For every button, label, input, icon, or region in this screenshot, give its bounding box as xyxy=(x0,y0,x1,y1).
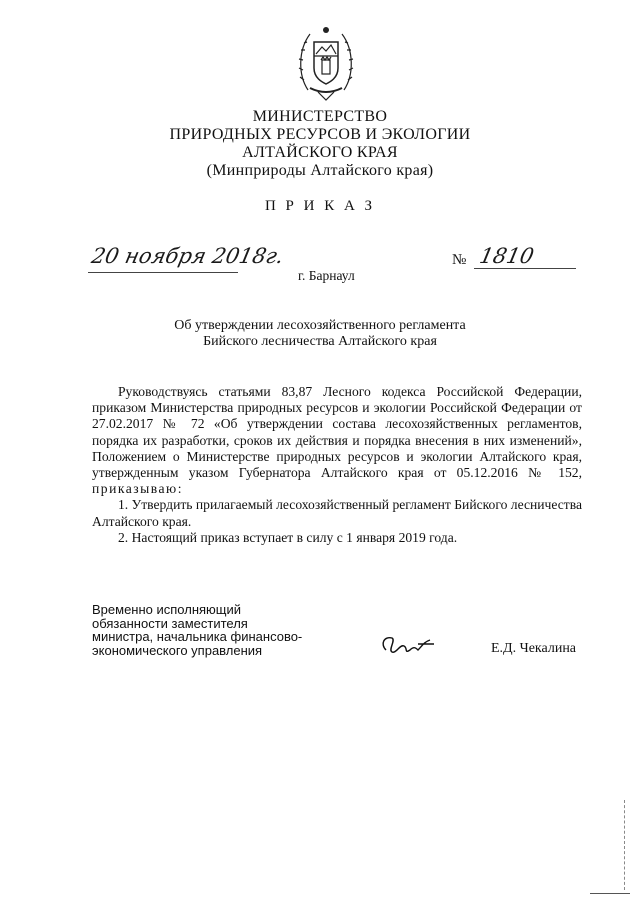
signatory-line3: министра, начальника финансово- xyxy=(92,629,303,644)
coat-of-arms-emblem xyxy=(298,20,354,104)
number-underline xyxy=(474,268,576,269)
handwritten-number: 1810 xyxy=(477,244,537,268)
intro-paragraph xyxy=(92,384,582,497)
intro-text: Руководствуясь статьями 83,87 Лесного кодекса Российской Федерации, приказом Министерства природных ресурсов и экологии Российской Федерации от 27.02.2017 № 72 «Об утверждении состава лесохозяйственных регламентов, порядка их разработки, сроков их действия и порядка внесения в них изменений», Положением о Министерстве природных ресурсов и экологии Алтайского края, утвержденным указом Губернатора Алтайского края от 05.12.2016 № 152, xyxy=(92,384,582,481)
ministry-title-line1: МИНИСТЕРСТВО xyxy=(252,108,388,125)
number-label: № xyxy=(452,252,467,268)
date-underline xyxy=(88,272,238,273)
subject-line2: Бийского лесничества Алтайского края xyxy=(203,334,437,349)
prikazyvayu-word: приказываю: xyxy=(92,481,183,497)
signatory-position xyxy=(92,603,302,657)
city: г. Барнаул xyxy=(298,268,355,283)
scan-bottom-mark xyxy=(590,893,630,894)
handwritten-date: 20 ноября 2018г. xyxy=(89,244,286,268)
ministry-title-line4: (Минприроды Алтайского края) xyxy=(206,162,434,179)
order-item-2: 2. Настоящий приказ вступает в силу с 1 января 2019 года. xyxy=(118,529,458,545)
ministry-title-line3: АЛТАЙСКОГО КРАЯ xyxy=(242,144,398,161)
signatory-line4: экономического управления xyxy=(92,642,263,658)
signatory-name: Е.Д. Чекалина xyxy=(491,641,577,656)
signatory-line2: обязанности заместителя xyxy=(92,615,248,631)
signatory-line1: Временно исполняющий xyxy=(92,602,242,617)
order-item-1: 1. Утвердить прилагаемый лесохозяйственный регламент Бийского лесничества Алтайского края. xyxy=(92,497,582,529)
scan-margin-mark xyxy=(624,800,626,890)
handwritten-signature xyxy=(378,634,438,663)
document-type: П Р И К А З xyxy=(264,198,376,214)
subject-line1: Об утверждении лесохозяйственного регламента xyxy=(174,318,466,333)
ministry-title-line2: ПРИРОДНЫХ РЕСУРСОВ И ЭКОЛОГИИ xyxy=(169,126,471,143)
order-body xyxy=(92,384,582,546)
